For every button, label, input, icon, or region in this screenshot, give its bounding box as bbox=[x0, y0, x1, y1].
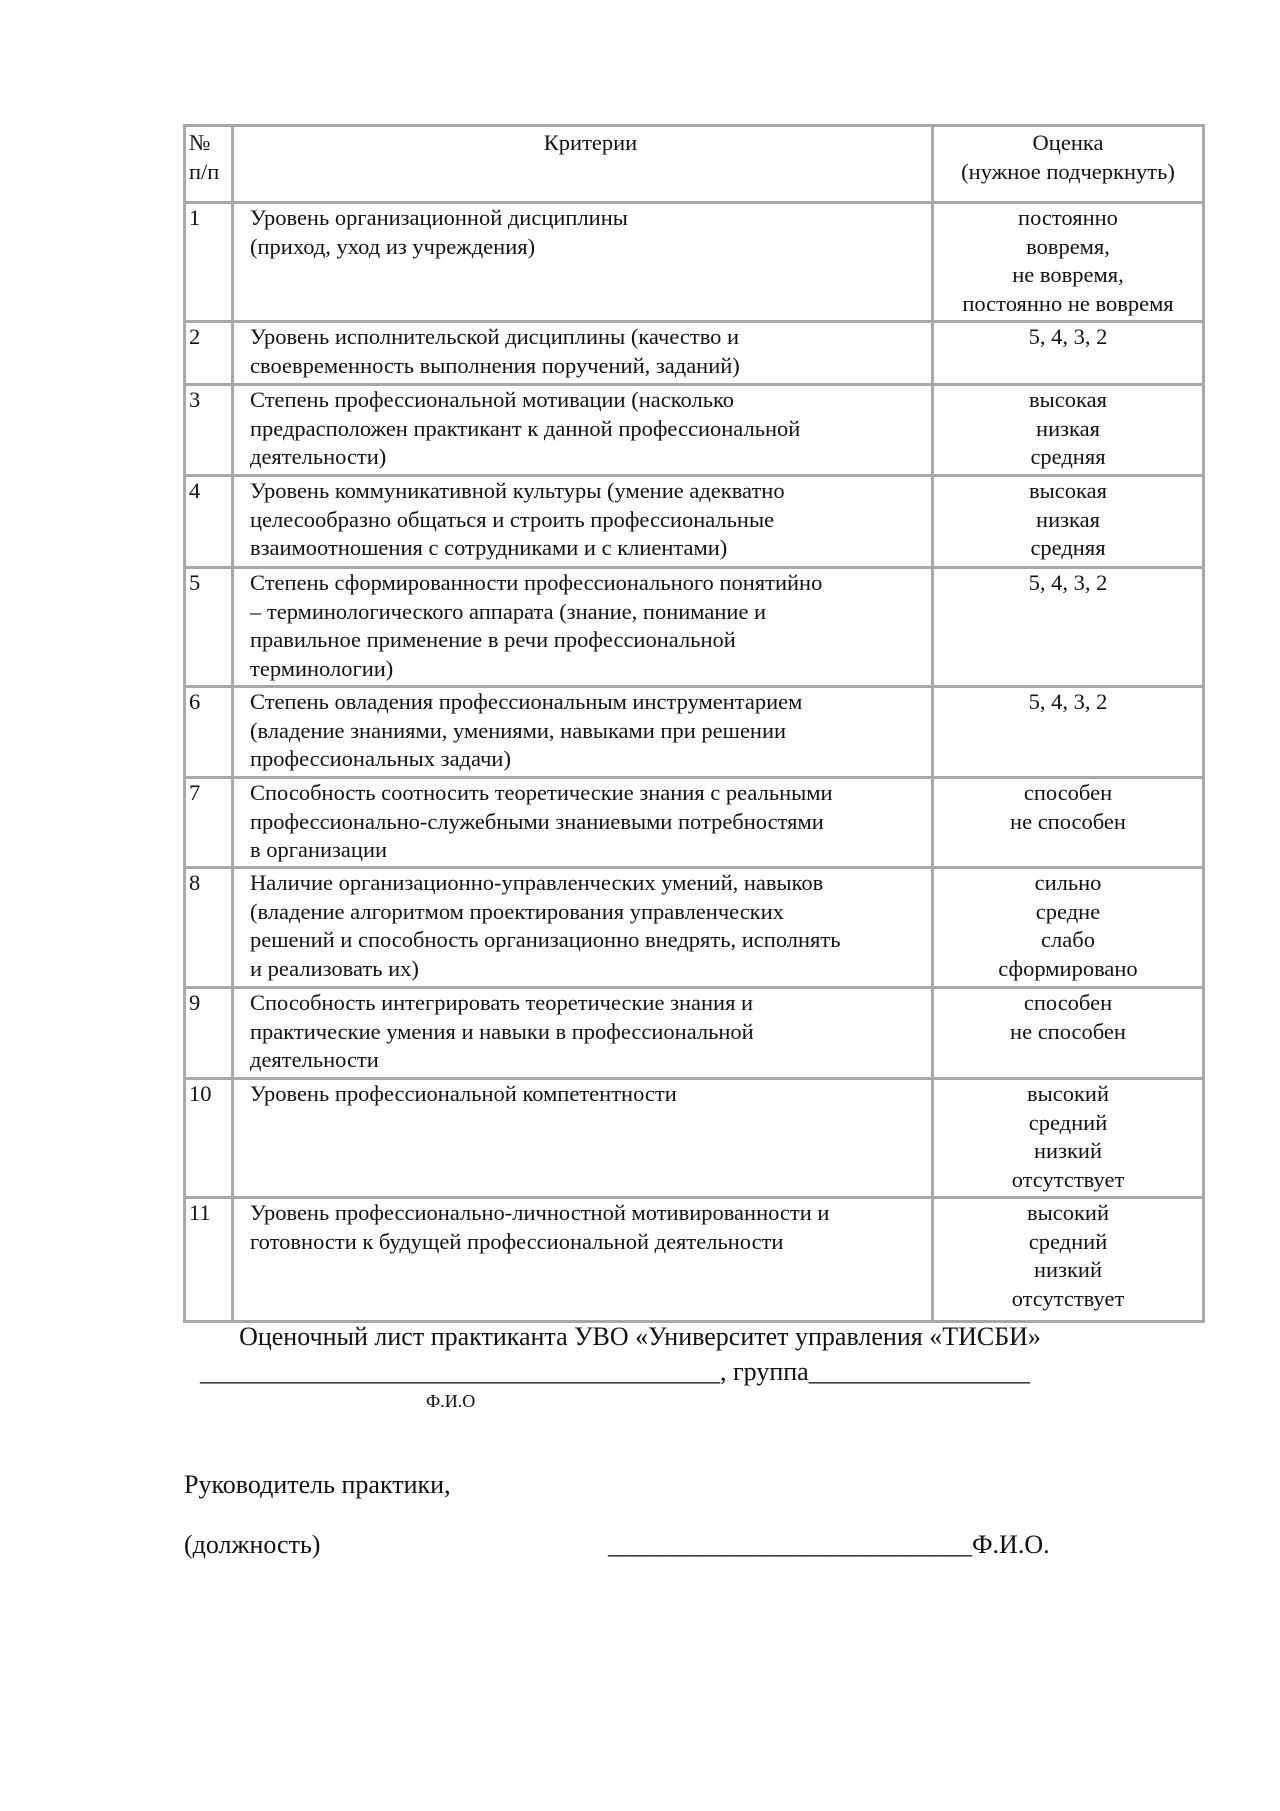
criteria-cell bbox=[233, 988, 933, 1079]
grade-cell bbox=[933, 778, 1204, 868]
grade-cell bbox=[933, 1198, 1204, 1322]
grade-option[interactable]: не способен bbox=[1010, 1018, 1126, 1044]
table-row bbox=[185, 568, 1204, 687]
grade-cell bbox=[933, 476, 1204, 568]
grade-cell bbox=[933, 687, 1204, 778]
grade-option[interactable]: не способен bbox=[1010, 808, 1126, 834]
grade-cell bbox=[933, 1079, 1204, 1198]
header-num-line: № bbox=[189, 130, 211, 155]
criteria-line: Способность интегрировать теоретические знания и bbox=[250, 990, 754, 1015]
row-number-text: 2 bbox=[189, 324, 201, 349]
row-number bbox=[185, 988, 233, 1079]
criteria-line: правильное применение в речи профессиональной bbox=[250, 627, 736, 653]
grade-option[interactable]: вовремя, bbox=[1026, 233, 1110, 259]
criteria-line: Степень сформированности профессионального понятийно bbox=[250, 570, 823, 595]
criteria-line: Степень овладения профессиональным инструментарием bbox=[250, 689, 803, 714]
grade-option[interactable]: постоянно не вовремя bbox=[962, 290, 1174, 316]
criteria-line: профессиональных задачи) bbox=[250, 746, 511, 772]
grade-option[interactable]: высокий bbox=[1027, 1081, 1109, 1106]
grade-cell bbox=[933, 568, 1204, 687]
table-row bbox=[185, 322, 1204, 385]
name-group-line: ________________________________________, группа_________________ bbox=[200, 1357, 1030, 1386]
criteria-line: Степень профессиональной мотивации (насколько bbox=[250, 387, 734, 412]
position-label: (должность) bbox=[184, 1530, 321, 1559]
grade-cell bbox=[933, 988, 1204, 1079]
table-row bbox=[185, 476, 1204, 568]
grade-option[interactable]: низкий bbox=[1034, 1257, 1102, 1283]
table-row bbox=[185, 687, 1204, 778]
grade-option[interactable]: высокая bbox=[1029, 478, 1107, 503]
row-number bbox=[185, 568, 233, 687]
grade-option[interactable]: постоянно bbox=[1018, 205, 1118, 230]
row-number bbox=[185, 476, 233, 568]
table-header-row bbox=[185, 126, 1204, 203]
criteria-cell bbox=[233, 385, 933, 476]
row-number-text: 7 bbox=[189, 780, 201, 805]
row-number-text: 3 bbox=[189, 387, 201, 412]
form-title: Оценочный лист практиканта УВО «Университет управления «ТИСБИ» bbox=[239, 1322, 1041, 1351]
grade-option[interactable]: способен bbox=[1023, 780, 1113, 805]
header-grade-line: Оценка bbox=[1032, 130, 1104, 155]
grade-option[interactable]: средняя bbox=[1030, 444, 1106, 470]
grade-option[interactable]: средняя bbox=[1030, 535, 1106, 561]
criteria-line: Наличие организационно-управленческих умений, навыков bbox=[250, 870, 824, 895]
criteria-line: решений и способность организационно внедрять, исполнять bbox=[250, 927, 841, 953]
grade-option[interactable]: 5, 4, 3, 2 bbox=[1028, 689, 1108, 714]
grade-option[interactable]: низкая bbox=[1036, 506, 1100, 532]
criteria-line: (владение алгоритмом проектирования управленческих bbox=[250, 898, 784, 924]
header-grade bbox=[933, 126, 1204, 203]
grade-option[interactable]: высокая bbox=[1029, 387, 1107, 412]
criteria-cell bbox=[233, 1198, 933, 1322]
criteria-cell bbox=[233, 203, 933, 322]
criteria-line: в организации bbox=[250, 837, 388, 863]
criteria-line: Уровень организационной дисциплины bbox=[250, 205, 628, 230]
criteria-cell bbox=[233, 476, 933, 568]
grade-option[interactable]: сформировано bbox=[998, 955, 1138, 981]
grade-option[interactable]: отсутствует bbox=[1011, 1285, 1125, 1311]
grade-option[interactable]: 5, 4, 3, 2 bbox=[1028, 324, 1108, 349]
signature-line: ____________________________Ф.И.О. bbox=[608, 1530, 1050, 1559]
table-row bbox=[185, 203, 1204, 322]
row-number-text: 4 bbox=[189, 478, 201, 503]
row-number-text: 1 bbox=[189, 205, 201, 230]
criteria-line: целесообразно общаться и строить профессиональные bbox=[250, 506, 775, 532]
header-grade-line: (нужное подчеркнуть) bbox=[961, 158, 1175, 184]
criteria-line: взаимоотношения с сотрудниками и с клиентами) bbox=[250, 535, 728, 561]
grade-option[interactable]: сильно bbox=[1034, 870, 1102, 895]
grade-option[interactable]: средний bbox=[1028, 1109, 1108, 1135]
criteria-line: профессионально-служебными знаниевыми потребностями bbox=[250, 808, 824, 834]
criteria-line: деятельности bbox=[250, 1047, 379, 1073]
grade-option[interactable]: высокий bbox=[1027, 1200, 1109, 1225]
grade-option[interactable]: средний bbox=[1028, 1228, 1108, 1254]
table-row bbox=[185, 385, 1204, 476]
criteria-line: терминологии) bbox=[250, 655, 394, 681]
criteria-line: готовности к будущей профессиональной деятельности bbox=[250, 1228, 784, 1254]
criteria-cell bbox=[233, 868, 933, 988]
grade-cell bbox=[933, 868, 1204, 988]
grade-cell bbox=[933, 203, 1204, 322]
practice-head-label: Руководитель практики, bbox=[184, 1470, 451, 1499]
criteria-line: Уровень профессионально-личностной мотивированности и bbox=[250, 1200, 830, 1225]
grade-option[interactable]: слабо bbox=[1041, 927, 1095, 953]
criteria-line: (приход, уход из учреждения) bbox=[250, 233, 536, 259]
criteria-line: деятельности) bbox=[250, 444, 387, 470]
criteria-cell bbox=[233, 322, 933, 385]
fio-caption: Ф.И.О bbox=[426, 1391, 476, 1411]
criteria-line: – терминологического аппарата (знание, понимание и bbox=[250, 598, 767, 624]
grade-option[interactable]: отсутствует bbox=[1011, 1166, 1125, 1192]
row-number-text: 9 bbox=[189, 990, 201, 1015]
row-number-text: 5 bbox=[189, 570, 201, 595]
criteria-cell bbox=[233, 1079, 933, 1198]
criteria-line: (владение знаниями, умениями, навыками при решении bbox=[250, 717, 787, 743]
grade-cell bbox=[933, 322, 1204, 385]
row-number bbox=[185, 868, 233, 988]
criteria-line: практические умения и навыки в профессиональной bbox=[250, 1018, 754, 1044]
criteria-line: Уровень исполнительской дисциплины (качество и bbox=[250, 324, 740, 349]
criteria-line: своевременность выполнения поручений, заданий) bbox=[250, 352, 740, 378]
row-number bbox=[185, 778, 233, 868]
row-number bbox=[185, 1198, 233, 1322]
row-number bbox=[185, 1079, 233, 1198]
grade-option[interactable]: способен bbox=[1023, 990, 1113, 1015]
criteria-cell bbox=[233, 778, 933, 868]
table-row bbox=[185, 778, 1204, 868]
header-num-line: п/п bbox=[189, 158, 220, 184]
evaluation-table bbox=[183, 124, 1205, 1323]
grade-option[interactable]: низкая bbox=[1036, 415, 1100, 441]
criteria-line: Способность соотносить теоретические знания с реальными bbox=[250, 780, 833, 805]
criteria-cell bbox=[233, 687, 933, 778]
criteria-line: Уровень профессиональной компетентности bbox=[250, 1081, 677, 1106]
table-row bbox=[185, 868, 1204, 988]
row-number bbox=[185, 687, 233, 778]
row-number-text: 8 bbox=[189, 870, 201, 895]
row-number-text: 10 bbox=[189, 1081, 212, 1106]
table-row bbox=[185, 988, 1204, 1079]
grade-option[interactable]: не вовремя, bbox=[1012, 262, 1124, 288]
row-number bbox=[185, 385, 233, 476]
row-number bbox=[185, 322, 233, 385]
criteria-line: и реализовать их) bbox=[250, 955, 419, 981]
row-number-text: 6 bbox=[189, 689, 201, 714]
criteria-line: Уровень коммуникативной культуры (умение адекватно bbox=[250, 478, 785, 503]
criteria-cell bbox=[233, 568, 933, 687]
row-number-text: 11 bbox=[189, 1200, 211, 1225]
header-num bbox=[185, 126, 233, 203]
criteria-line: предрасположен практикант к данной профессиональной bbox=[250, 415, 801, 441]
table-row bbox=[185, 1198, 1204, 1322]
grade-option[interactable]: средне bbox=[1035, 898, 1101, 924]
table-row bbox=[185, 1079, 1204, 1198]
header-criteria: Критерии bbox=[233, 126, 933, 203]
grade-cell bbox=[933, 385, 1204, 476]
grade-option[interactable]: 5, 4, 3, 2 bbox=[1028, 570, 1108, 595]
grade-option[interactable]: низкий bbox=[1034, 1138, 1102, 1164]
row-number bbox=[185, 203, 233, 322]
